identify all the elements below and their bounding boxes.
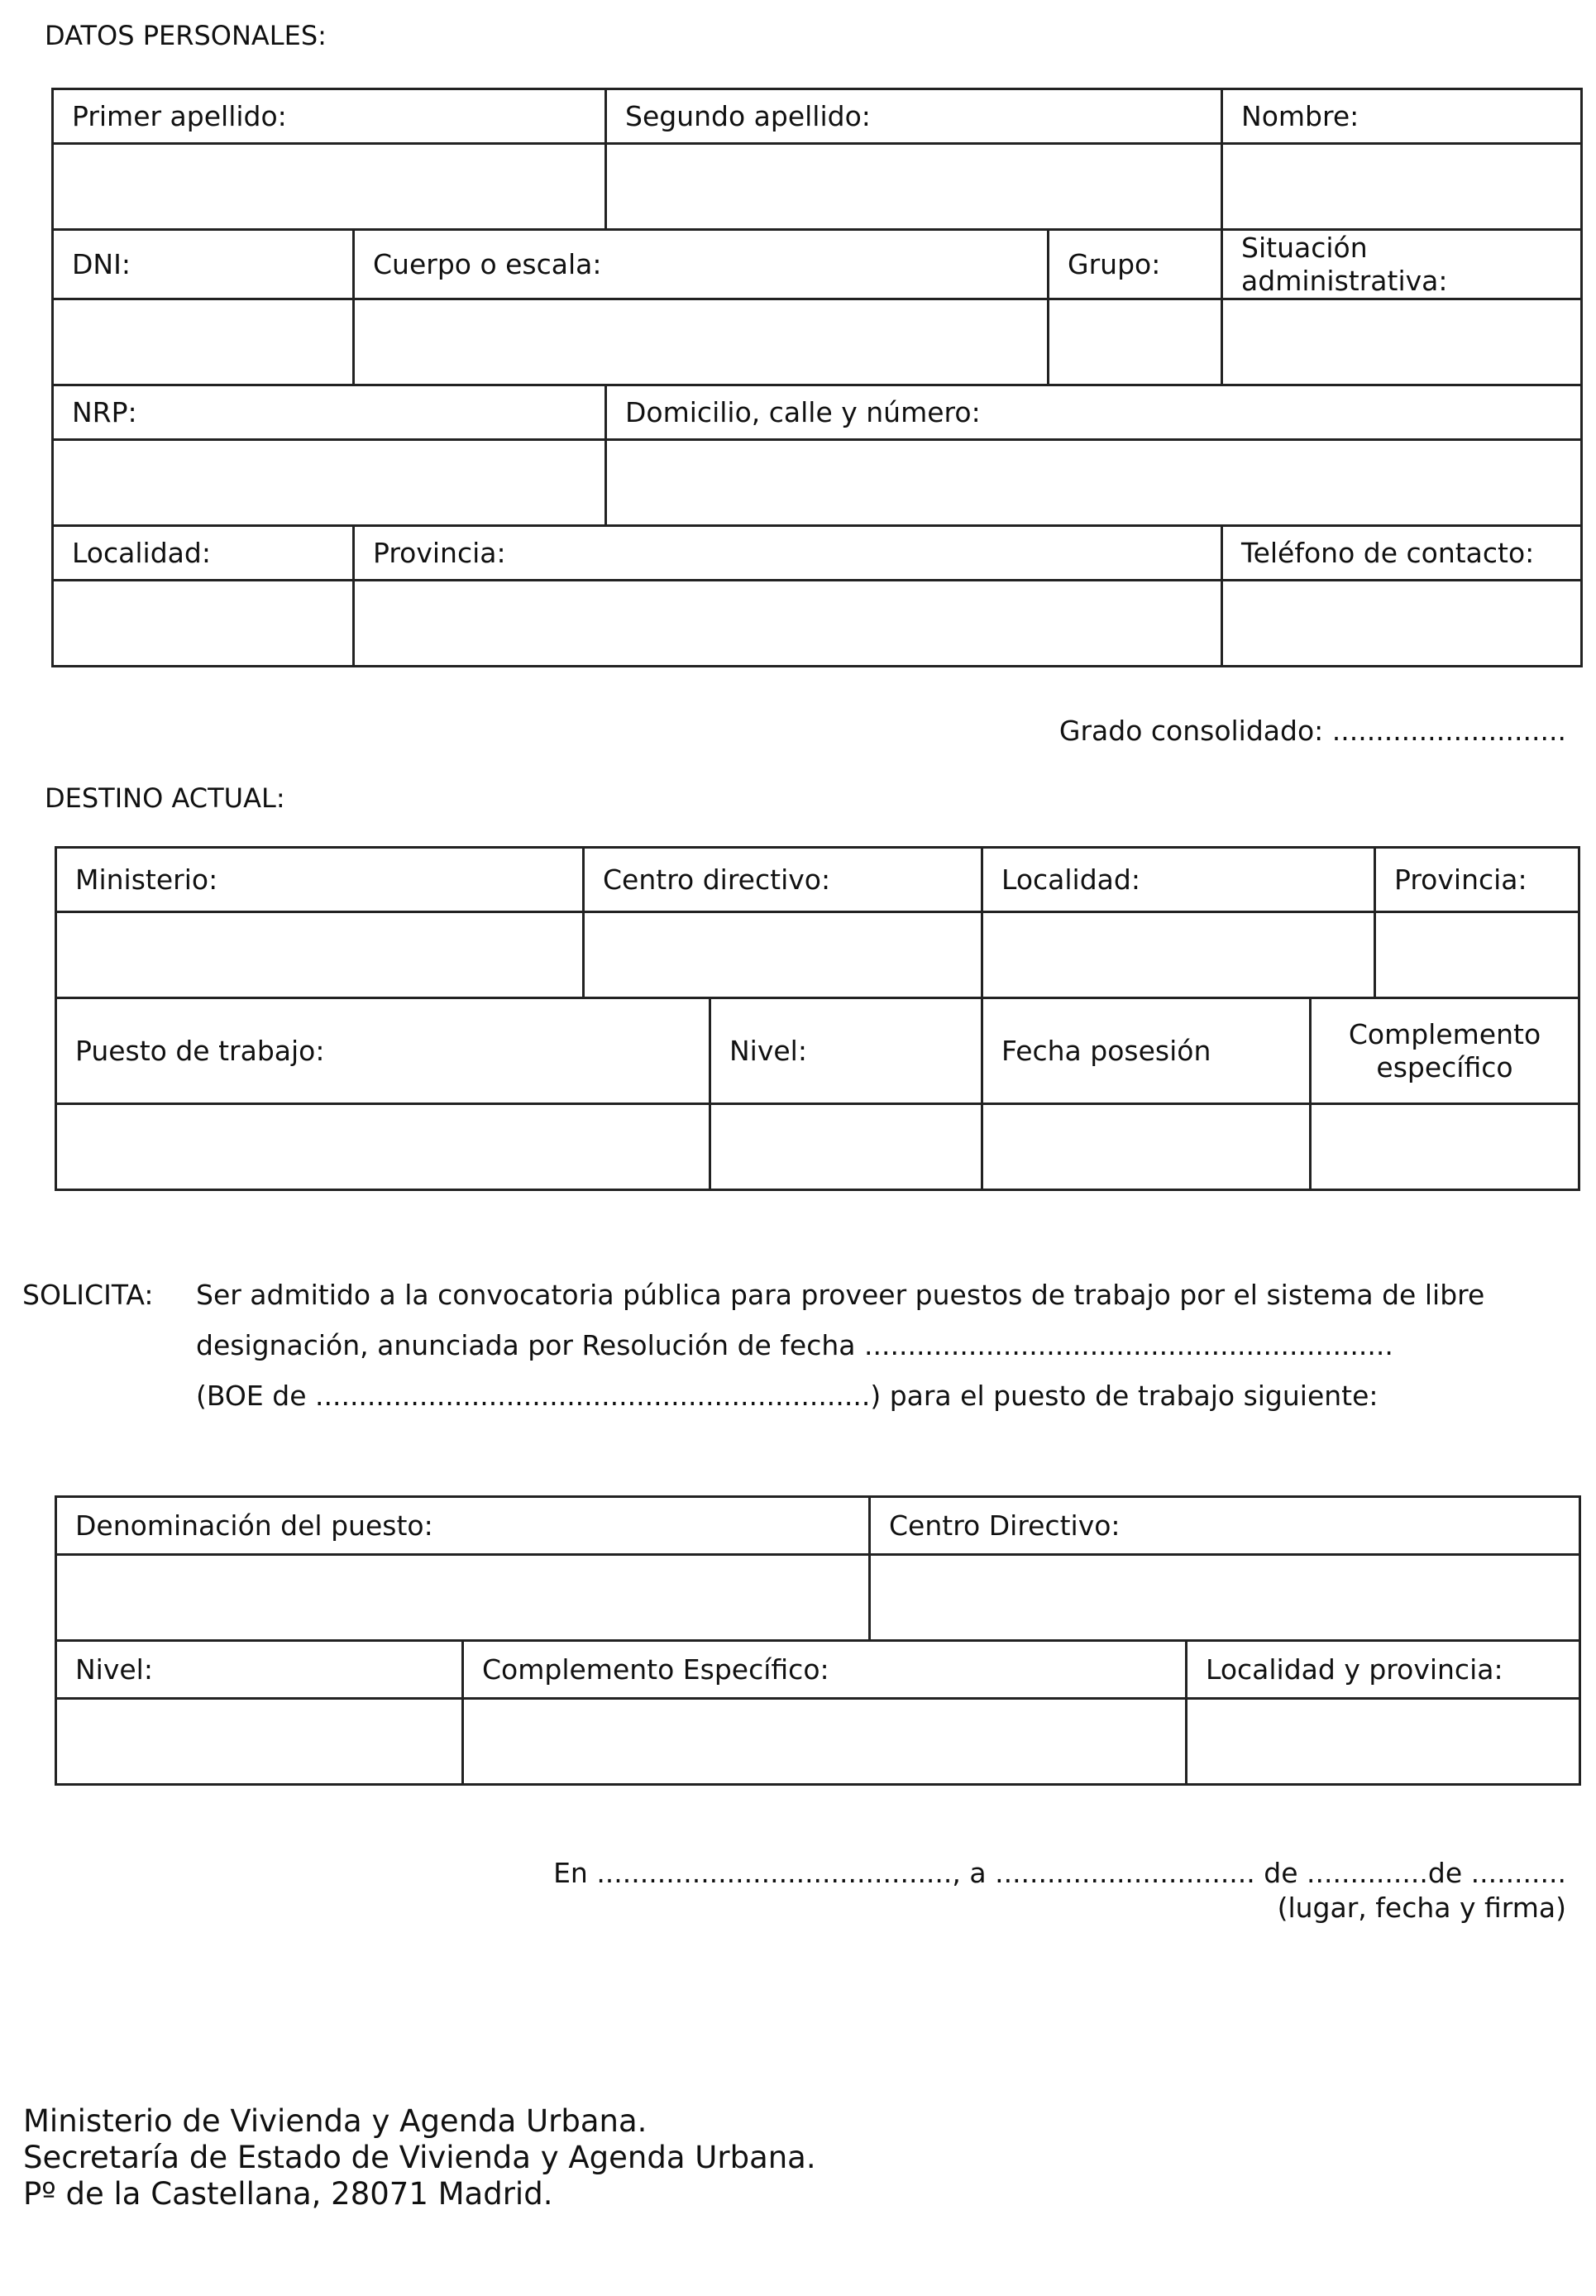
destino-provincia-label: Provincia: [1375,848,1579,912]
lugar-fecha-hint: (lugar, fecha y firma) [1277,1892,1566,1924]
centro-directivo-field[interactable] [584,912,982,998]
footer-direccion: Pº de la Castellana, 28071 Madrid. [23,2176,553,2212]
grupo-label: Grupo: [1049,230,1222,299]
primer-apellido-field[interactable] [53,144,606,230]
primer-apellido-label: Primer apellido: [53,89,606,144]
lugar-fecha-line: En ........................................., a .............................. de ..............de ........... [553,1857,1566,1889]
solicitud-complemento-label: Complemento Específico: [463,1641,1187,1699]
localidad-provincia-label: Localidad y provincia: [1187,1641,1580,1699]
nrp-label: NRP: [53,385,606,440]
domicilio-field[interactable] [606,440,1582,526]
destino-nivel-field[interactable] [710,1104,982,1190]
grado-consolidado: Grado consolidado: ........................... [1058,715,1566,747]
denominacion-puesto-label: Denominación del puesto: [56,1497,870,1555]
telefono-field[interactable] [1222,581,1582,667]
localidad-label: Localidad: [53,526,354,581]
localidad-provincia-field[interactable] [1187,1699,1580,1785]
dni-field[interactable] [53,299,354,385]
fecha-posesion-label: Fecha posesión [982,998,1311,1104]
solicita-line-2: designación, anunciada por Resolución de fecha ............................................................. [196,1329,1393,1361]
destino-actual-table [55,846,1580,1191]
cuerpo-escala-field[interactable] [354,299,1049,385]
destino-provincia-field[interactable] [1375,912,1579,998]
segundo-apellido-field[interactable] [606,144,1222,230]
destino-actual-title: DESTINO ACTUAL: [45,782,285,814]
datos-personales-table [51,88,1583,667]
destino-localidad-field[interactable] [982,912,1375,998]
puesto-trabajo-label: Puesto de trabajo: [56,998,710,1104]
denominacion-puesto-field[interactable] [56,1555,870,1641]
centro-directivo-label: Centro directivo: [584,848,982,912]
nrp-field[interactable] [53,440,606,526]
segundo-apellido-label: Segundo apellido: [606,89,1222,144]
situacion-administrativa-label: Situación administrativa: [1222,230,1582,299]
ministerio-field[interactable] [56,912,584,998]
footer-address [23,2103,816,2212]
grupo-field[interactable] [1049,299,1222,385]
solicitud-nivel-label: Nivel: [56,1641,463,1699]
situacion-administrativa-field[interactable] [1222,299,1582,385]
solicita-line-3: (BOE de ................................................................) para el puesto de trabajo siguiente: [196,1380,1379,1412]
fecha-posesion-field[interactable] [982,1104,1311,1190]
complemento-especifico-field[interactable] [1311,1104,1579,1190]
solicitud-complemento-field[interactable] [463,1699,1187,1785]
provincia-label: Provincia: [354,526,1222,581]
puesto-solicitado-table [55,1495,1581,1786]
provincia-field[interactable] [354,581,1222,667]
puesto-trabajo-field[interactable] [56,1104,710,1190]
dni-label: DNI: [53,230,354,299]
nombre-label: Nombre: [1222,89,1582,144]
footer-secretaria: Secretaría de Estado de Vivienda y Agenda Urbana. [23,2140,816,2175]
localidad-field[interactable] [53,581,354,667]
destino-localidad-label: Localidad: [982,848,1375,912]
footer-ministerio: Ministerio de Vivienda y Agenda Urbana. [23,2103,647,2139]
datos-personales-title: DATOS PERSONALES: [45,20,327,51]
nombre-field[interactable] [1222,144,1582,230]
solicita-label: SOLICITA: [22,1279,154,1311]
domicilio-label: Domicilio, calle y número: [606,385,1582,440]
solicitud-centro-directivo-label: Centro Directivo: [870,1497,1580,1555]
solicitud-nivel-field[interactable] [56,1699,463,1785]
solicitud-centro-directivo-field[interactable] [870,1555,1580,1641]
cuerpo-escala-label: Cuerpo o escala: [354,230,1049,299]
telefono-label: Teléfono de contacto: [1222,526,1582,581]
complemento-especifico-label: Complemento específico [1311,998,1579,1104]
destino-nivel-label: Nivel: [710,998,982,1104]
solicita-line-1: Ser admitido a la convocatoria pública para proveer puestos de trabajo por el sistema de libre [196,1279,1485,1311]
ministerio-label: Ministerio: [56,848,584,912]
